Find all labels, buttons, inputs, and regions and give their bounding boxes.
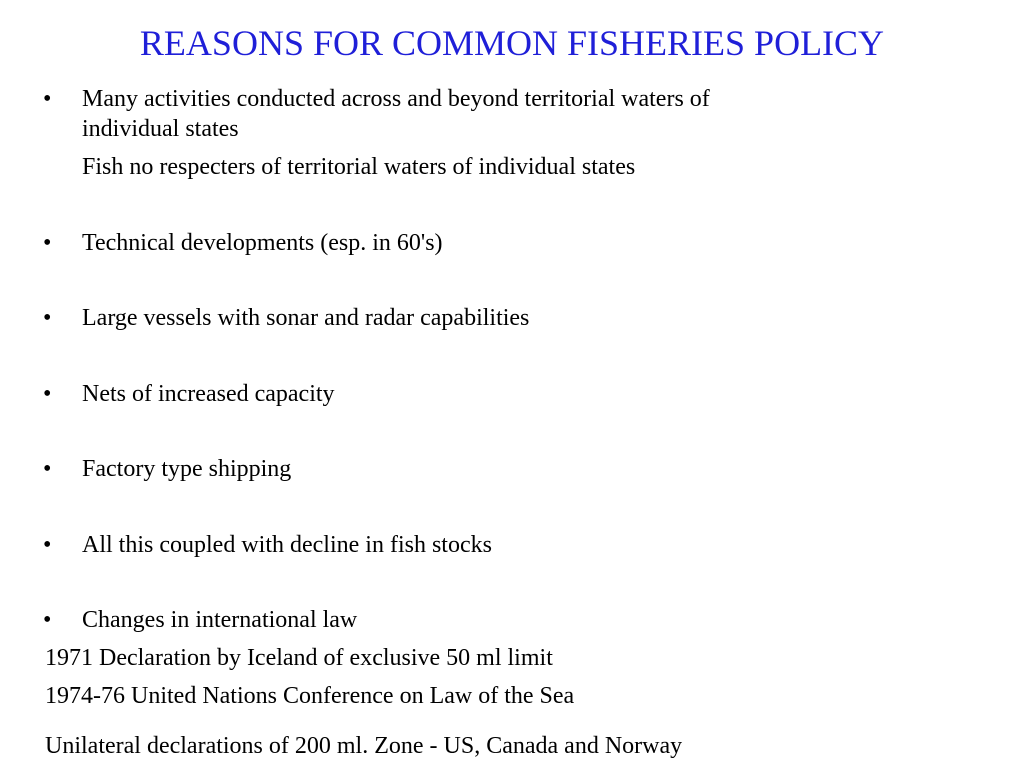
bullet-item-vessels: Large vessels with sonar and radar capabilities: [82, 305, 530, 331]
sub-item-fish-respecters: Fish no respecters of territorial waters of individual states: [82, 154, 636, 180]
slide-title: REASONS FOR COMMON FISHERIES POLICY: [139, 23, 885, 63]
bullet-marker: •: [43, 607, 52, 633]
bullet-marker: •: [43, 305, 52, 331]
bullet-item-technical: Technical developments (esp. in 60's): [82, 230, 443, 256]
bullet-marker: •: [43, 456, 52, 482]
note-iceland: 1971 Declaration by Iceland of exclusive 50 ml limit: [45, 645, 553, 671]
bullet-marker: •: [43, 381, 52, 407]
bullet-item-factory: Factory type shipping: [82, 456, 292, 482]
bullet-item-activities: Many activities conducted across and beyond territorial waters of: [82, 86, 710, 112]
note-unilateral: Unilateral declarations of 200 ml. Zone - US, Canada and Norway: [45, 733, 683, 759]
bullet-item-activities-continued: individual states: [82, 116, 239, 142]
bullet-item-decline: All this coupled with decline in fish stocks: [82, 532, 492, 558]
bullet-marker: •: [43, 86, 52, 112]
bullet-item-nets: Nets of increased capacity: [82, 381, 335, 407]
bullet-marker: •: [43, 230, 52, 256]
bullet-marker: •: [43, 532, 52, 558]
bullet-item-law: Changes in international law: [82, 607, 358, 633]
note-un-conference: 1974-76 United Nations Conference on Law of the Sea: [45, 683, 575, 709]
